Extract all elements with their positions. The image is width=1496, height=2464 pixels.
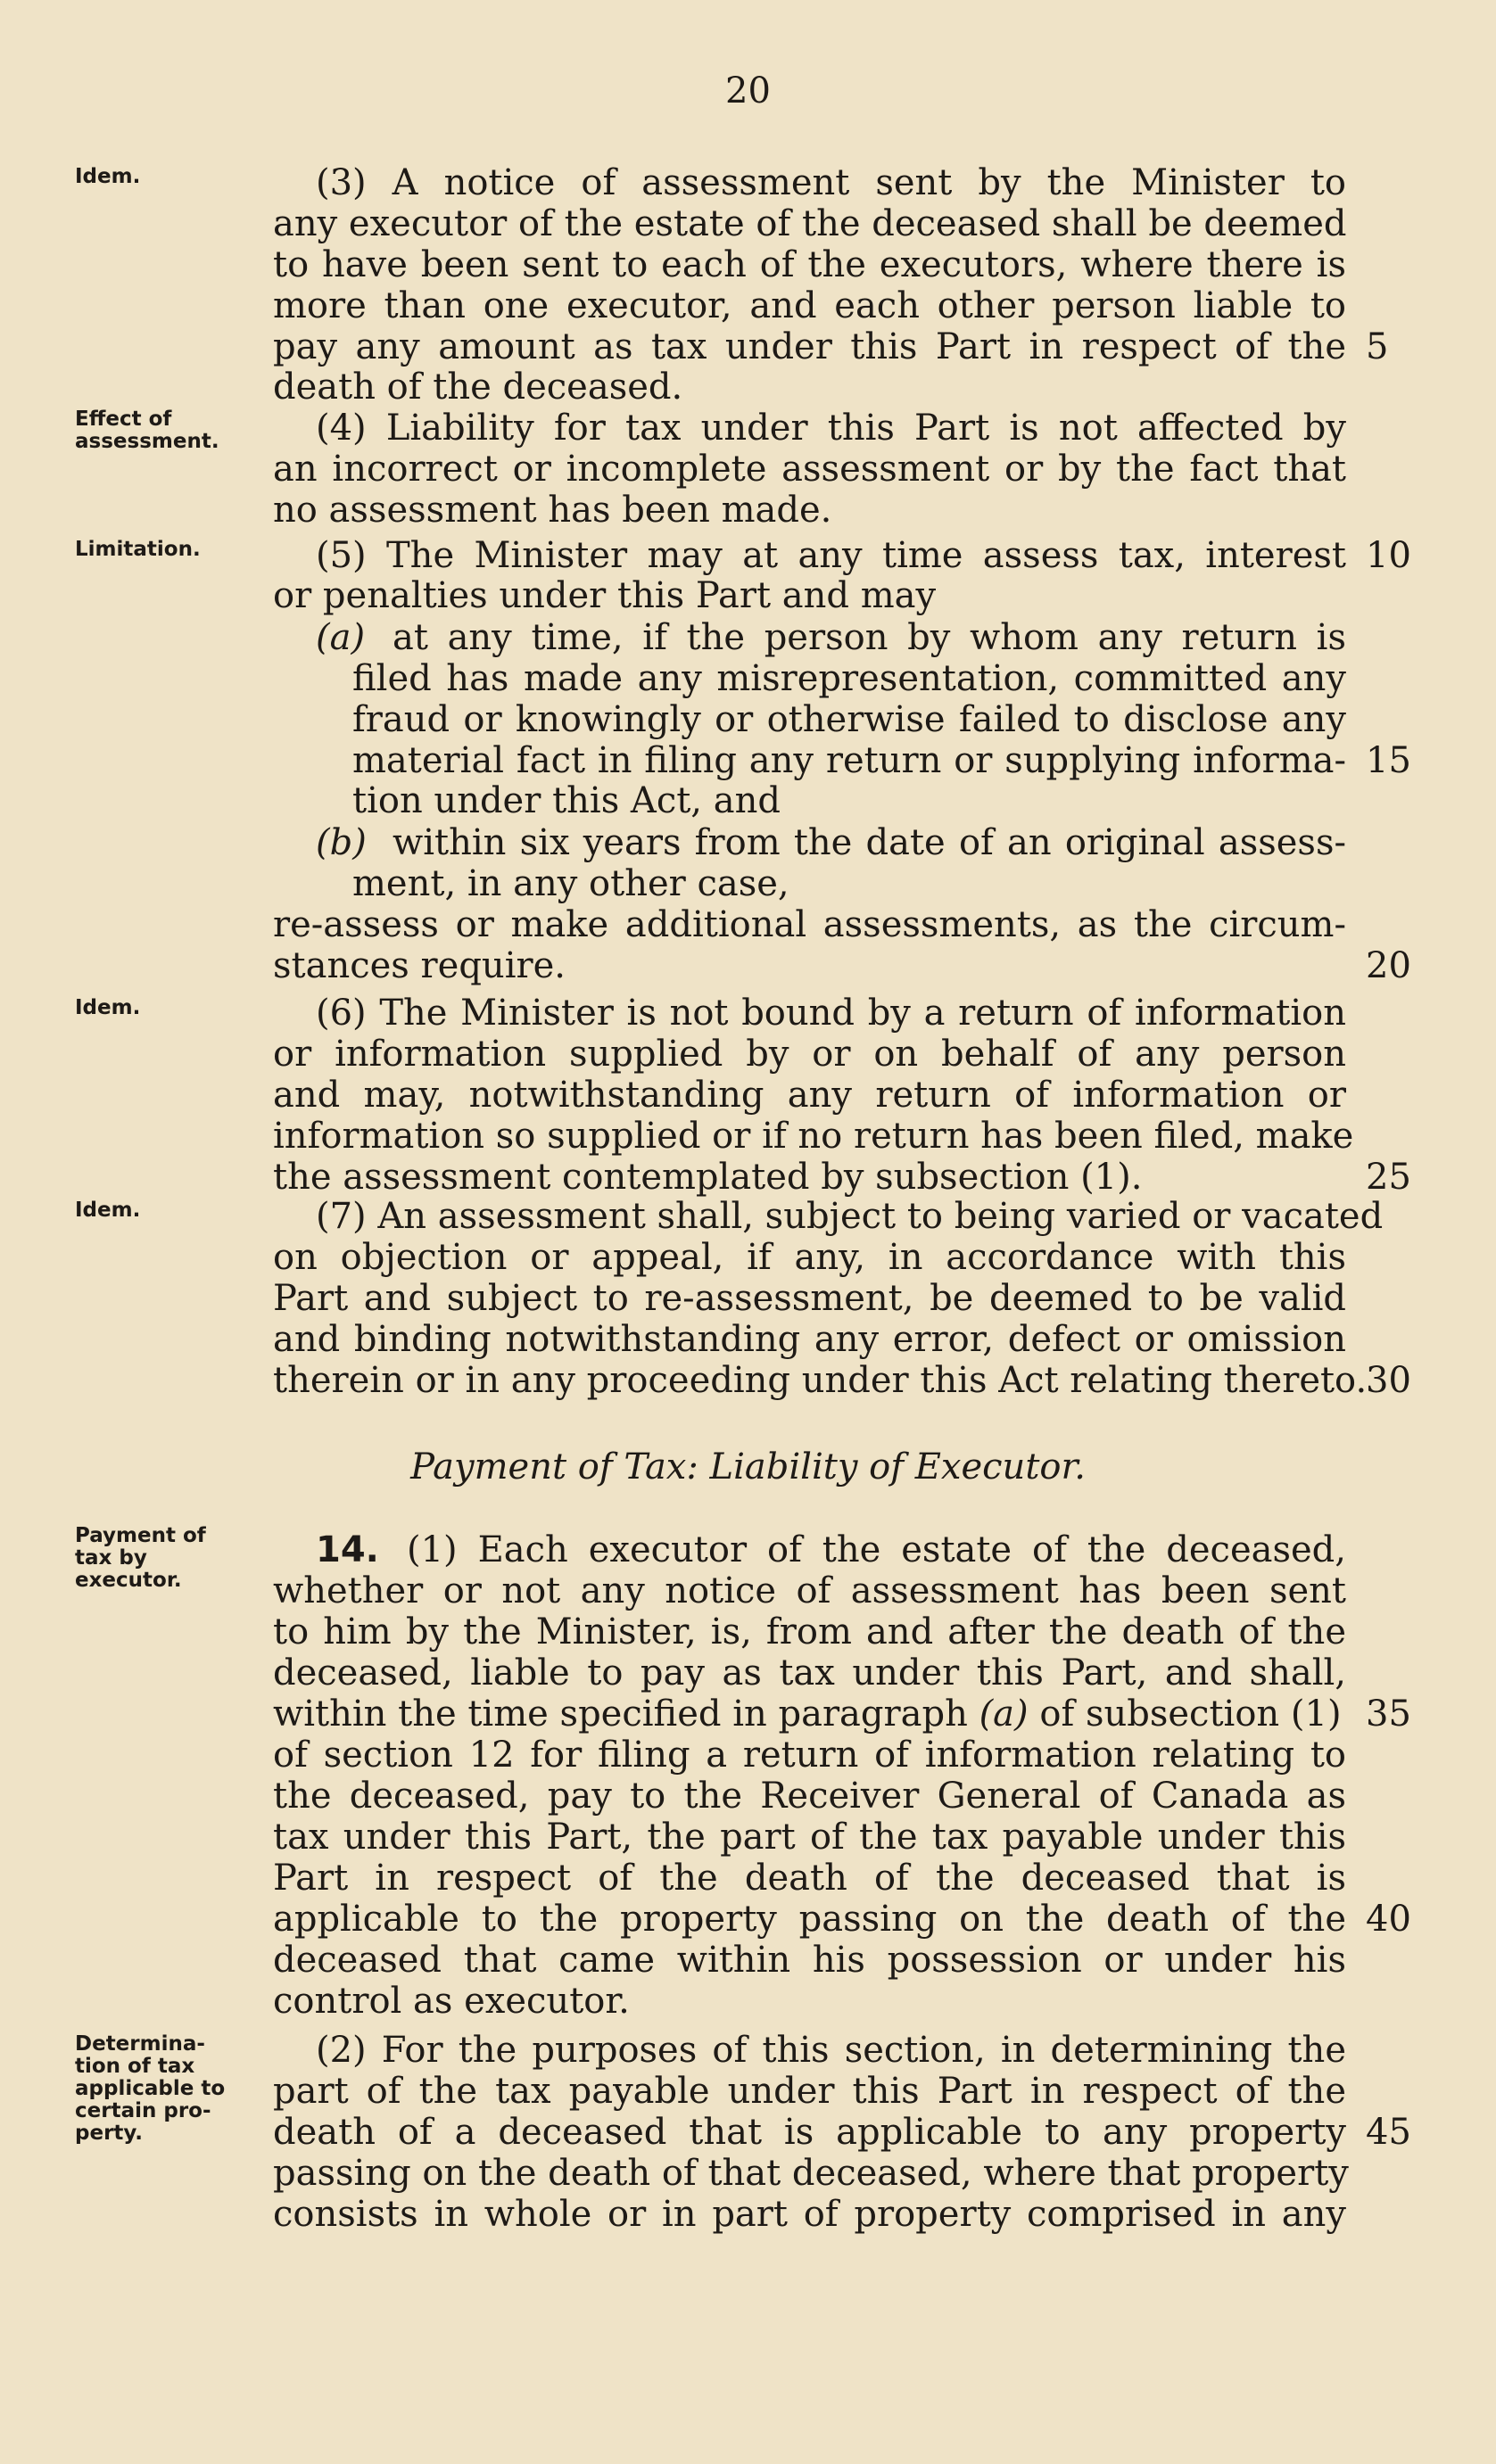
line-number: 10 [1366, 535, 1411, 576]
text-line [273, 1693, 1342, 1735]
page-number: 20 [725, 70, 771, 111]
text-line: to have been sent to each of the executors, where there is [273, 244, 1346, 285]
text-line: an incorrect or incomplete assessment or by the fact that [273, 449, 1346, 490]
text-line: of section 12 for filing a return of information relating to [273, 1735, 1346, 1776]
margin-note-idem-3: Idem. [75, 165, 141, 188]
text-line: Part and subject to re-assessment, be deemed to be valid [273, 1278, 1346, 1319]
line-number: 5 [1366, 326, 1389, 367]
section-number: 14. [316, 1529, 379, 1570]
text-line: ment, in any other case, [352, 863, 789, 904]
line-number: 30 [1366, 1360, 1411, 1401]
text-line: stances require. [273, 945, 566, 986]
margin-note-idem-6: Idem. [75, 996, 141, 1019]
text-line: (3) A notice of assessment sent by the Minister to [316, 162, 1346, 203]
text-line: more than one executor, and each other person liable to [273, 285, 1346, 326]
text-line: fraud or knowingly or otherwise failed to disclose any [352, 699, 1346, 740]
text-line: re-assess or make additional assessments, as the circum- [273, 904, 1346, 945]
text-line: and binding notwithstanding any error, defect or omission [273, 1319, 1346, 1360]
text-line: to him by the Minister, is, from and after the death of the [273, 1611, 1346, 1652]
text-line: material fact in filing any return or supplying informa- [352, 740, 1346, 781]
text-line: pay any amount as tax under this Part in respect of the [273, 326, 1346, 367]
text-line: (7) An assessment shall, subject to being varied or vacated [316, 1196, 1384, 1237]
text-line: (4) Liability for tax under this Part is not affected by [316, 408, 1346, 449]
line-number: 20 [1366, 945, 1411, 986]
margin-note-effect-of-assessment: Effect of assessment. [75, 408, 219, 453]
text-line: therein or in any proceeding under this Act relating thereto. [273, 1360, 1368, 1401]
text-line: filed has made any misrepresentation, committed any [352, 658, 1346, 699]
text-fragment: of subsection (1) [1039, 1693, 1342, 1735]
text-line: (2) For the purposes of this section, in determining the [316, 2030, 1346, 2071]
paragraph-label-a: (a) [316, 617, 366, 658]
text-line: and may, notwithstanding any return of information or [273, 1075, 1346, 1116]
text-line: part of the tax payable under this Part in respect of the [273, 2071, 1346, 2112]
paragraph-ref-a: (a) [979, 1693, 1029, 1735]
margin-note-determination: Determina- tion of tax applicable to certain pro- perty. [75, 2032, 226, 2145]
margin-note-idem-7: Idem. [75, 1199, 141, 1222]
text-line: the assessment contemplated by subsection (1). [273, 1157, 1143, 1198]
line-number: 40 [1366, 1899, 1411, 1940]
line-number: 15 [1366, 740, 1411, 781]
text-line: (6) The Minister is not bound by a return of information [316, 993, 1346, 1034]
text-line: at any time, if the person by whom any return is [393, 617, 1346, 658]
text-line: deceased that came within his possession or under his [273, 1940, 1346, 1981]
text-line: death of the deceased. [273, 367, 683, 408]
text-line: passing on the death of that deceased, where that property [273, 2153, 1349, 2194]
text-line: applicable to the property passing on the death of the [273, 1899, 1346, 1940]
text-line: information so supplied or if no return has been filed, make [273, 1116, 1354, 1157]
text-line: whether or not any notice of assessment has been sent [273, 1570, 1346, 1611]
text-line: consists in whole or in part of property comprised in any [273, 2194, 1346, 2235]
text-line: Part in respect of the death of the deceased that is [273, 1858, 1346, 1899]
text-line: no assessment has been made. [273, 490, 832, 531]
text-line: tion under this Act, and [352, 780, 781, 821]
text-line: any executor of the estate of the deceased shall be deemed [273, 203, 1347, 244]
text-line: on objection or appeal, if any, in accordance with this [273, 1237, 1346, 1278]
text-line: or penalties under this Part and may [273, 575, 937, 616]
text-line: tax under this Part, the part of the tax payable under this [273, 1817, 1346, 1858]
margin-note-payment-by-executor: Payment of tax by executor. [75, 1524, 206, 1592]
paragraph-label-b: (b) [316, 822, 367, 863]
text-line: control as executor. [273, 1981, 630, 2022]
margin-note-limitation: Limitation. [75, 538, 201, 561]
line-number: 35 [1366, 1693, 1411, 1735]
text-line: (1) Each executor of the estate of the deceased, [407, 1529, 1346, 1570]
text-line: (5) The Minister may at any time assess tax, interest [316, 535, 1346, 576]
section-heading: Payment of Tax: Liability of Executor. [410, 1446, 1086, 1487]
text-line: or information supplied by or on behalf of any person [273, 1034, 1346, 1075]
line-number: 45 [1366, 2112, 1411, 2153]
text-fragment: within the time specified in paragraph [273, 1693, 968, 1735]
line-number: 25 [1366, 1157, 1411, 1198]
text-line: death of a deceased that is applicable to any property [273, 2112, 1346, 2153]
text-line: deceased, liable to pay as tax under this Part, and shall, [273, 1652, 1346, 1693]
text-line: within six years from the date of an original assess- [393, 822, 1346, 863]
text-line: the deceased, pay to the Receiver General of Canada as [273, 1776, 1346, 1817]
